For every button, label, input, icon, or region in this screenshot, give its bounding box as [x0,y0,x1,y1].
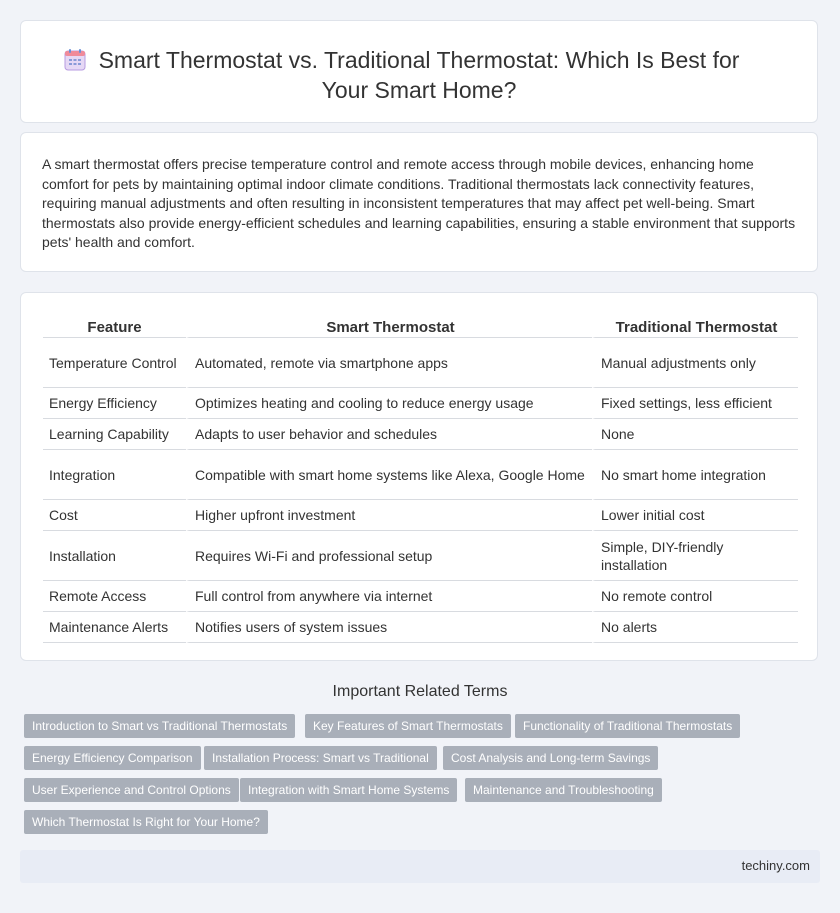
related-tag[interactable]: Integration with Smart Home Systems [240,778,457,802]
table-row [43,581,798,612]
table-cell-smart: Full control from anywhere via internet [186,581,592,612]
table-header-traditional: Traditional Thermostat [592,317,798,338]
comparison-table [43,317,798,643]
table-row [43,450,798,500]
table-cell-feature: Cost [43,500,186,531]
table-cell-traditional: No remote control [592,581,798,612]
related-tag[interactable]: Maintenance and Troubleshooting [465,778,662,802]
intro-paragraph: A smart thermostat offers precise temperature control and remote access through mobile devices, enhancing home comfort for pets by maintaining optimal indoor climate conditions. Traditional thermostats lack connectivity features, requiring manual adjustments and often resulting in inconsistent temperatures that may affect pet well-being. Smart thermostats also provide energy-efficient schedules and learning capabilities, ensuring a stable environment that supports pets' health and comfort. [42,156,796,251]
table-cell-traditional: Simple, DIY-friendly installation [592,531,798,581]
table-header-feature: Feature [43,317,186,338]
table-cell-traditional: Lower initial cost [592,500,798,531]
table-cell-smart: Compatible with smart home systems like Alexa, Google Home [186,450,592,500]
table-cell-feature: Maintenance Alerts [43,612,186,643]
related-tag[interactable]: Which Thermostat Is Right for Your Home? [24,810,268,834]
table-cell-smart: Optimizes heating and cooling to reduce energy usage [186,388,592,419]
page-title-line-2: Your Smart Home? [321,77,517,103]
table-cell-traditional: No smart home integration [592,450,798,500]
table-row [43,419,798,450]
table-row [43,338,798,388]
footer [20,850,820,883]
table-cell-feature: Learning Capability [43,419,186,450]
related-tag[interactable]: Cost Analysis and Long-term Savings [443,746,658,770]
footer-site-name[interactable]: techiny.com [741,858,810,873]
table-cell-feature: Installation [43,531,186,581]
table-cell-feature: Temperature Control [43,338,186,388]
table-row [43,612,798,643]
related-terms-title: Important Related Terms [332,683,508,700]
table-row [43,388,798,419]
table-cell-smart: Automated, remote via smartphone apps [186,338,592,388]
table-cell-traditional: None [592,419,798,450]
related-tag[interactable]: Introduction to Smart vs Traditional Thermostats [24,714,295,738]
table-cell-feature: Energy Efficiency [43,388,186,419]
title-card [20,20,818,123]
table-cell-traditional: Manual adjustments only [592,338,798,388]
intro-card [20,132,818,272]
table-header-smart: Smart Thermostat [186,317,592,338]
table-row [43,500,798,531]
table-header-row [43,317,798,338]
related-tag[interactable]: Installation Process: Smart vs Traditional [204,746,437,770]
comparison-table-card [20,292,818,661]
related-tag[interactable]: Functionality of Traditional Thermostats [515,714,740,738]
table-cell-traditional: Fixed settings, less efficient [592,388,798,419]
table-cell-smart: Higher upfront investment [186,500,592,531]
table-cell-traditional: No alerts [592,612,798,643]
related-tag[interactable]: User Experience and Control Options [24,778,239,802]
table-cell-smart: Notifies users of system issues [186,612,592,643]
table-row [43,531,798,581]
table-cell-smart: Requires Wi-Fi and professional setup [186,531,592,581]
table-cell-feature: Integration [43,450,186,500]
related-tag[interactable]: Energy Efficiency Comparison [24,746,201,770]
table-cell-smart: Adapts to user behavior and schedules [186,419,592,450]
page-title-line-1: Smart Thermostat vs. Traditional Thermostat: Which Is Best for [98,47,740,73]
related-tag[interactable]: Key Features of Smart Thermostats [305,714,511,738]
table-cell-feature: Remote Access [43,581,186,612]
page-title [21,45,817,105]
